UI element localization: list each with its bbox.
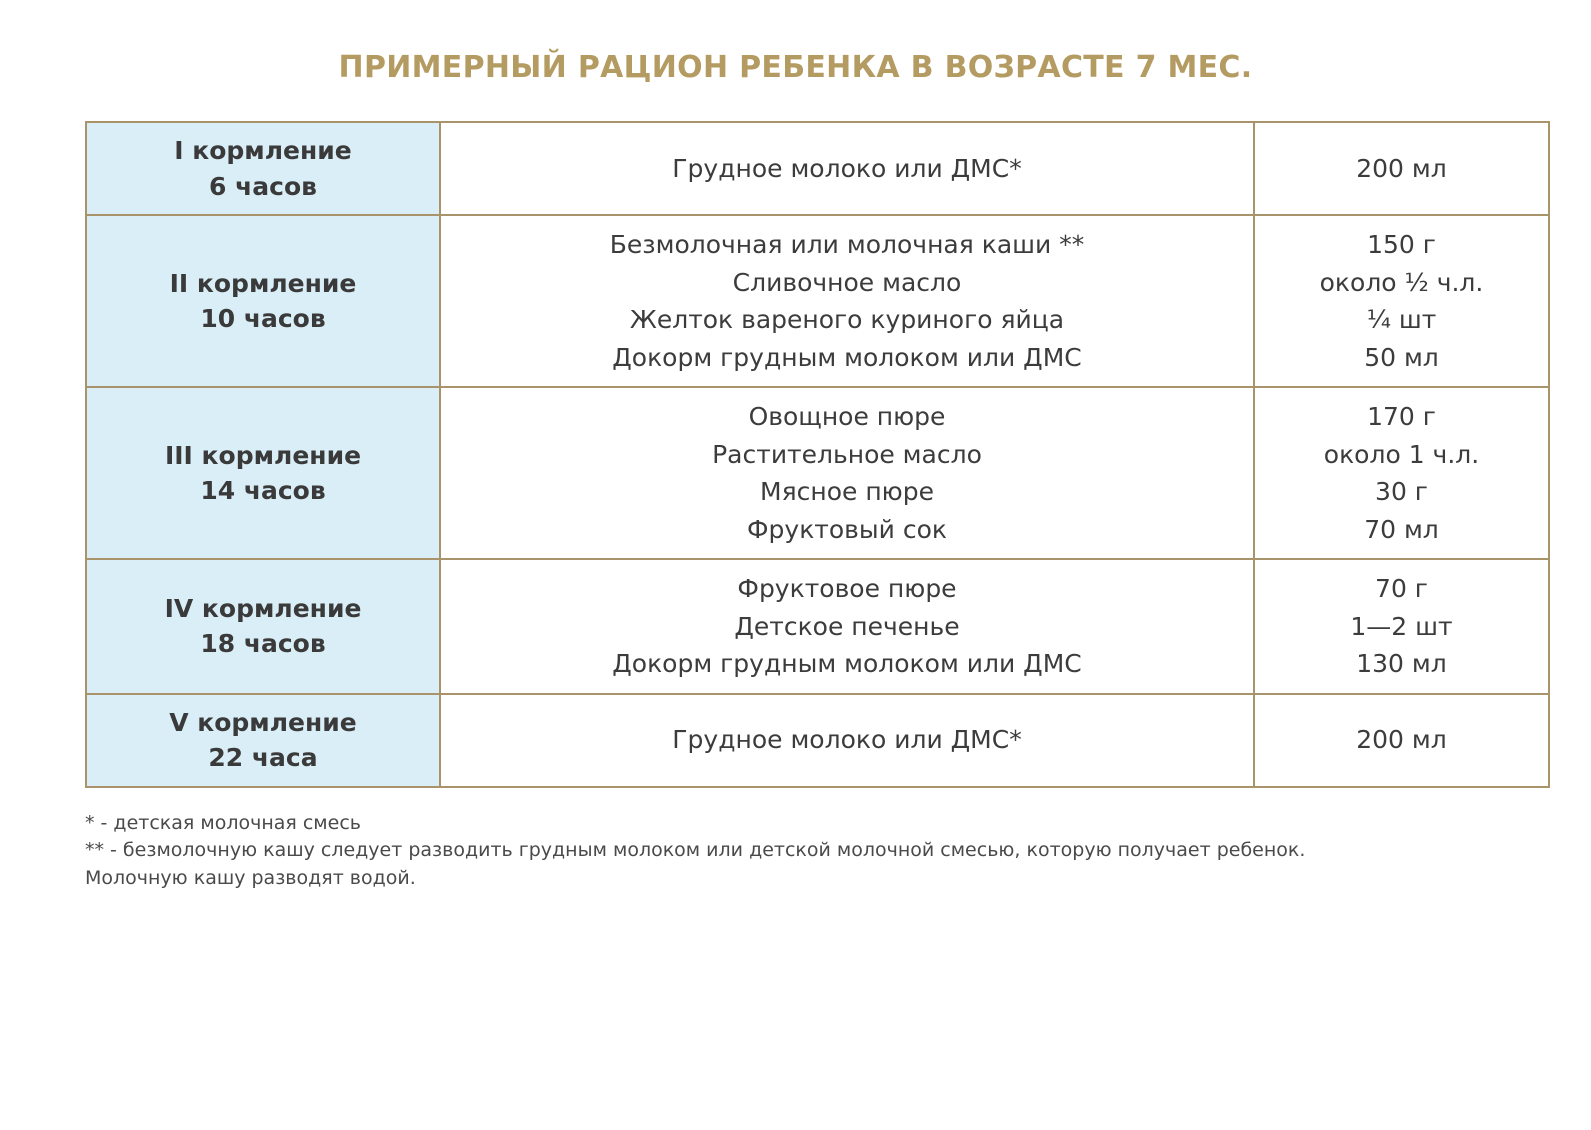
amount-line: 50 мл [1364,342,1439,372]
items-cell [440,215,1254,387]
table-row [86,694,1549,787]
page-title: ПРИМЕРНЫЙ РАЦИОН РЕБЕНКА В ВОЗРАСТЕ 7 МЕС. [338,50,1253,85]
feeding-time: 10 часов [200,304,326,333]
feeding-name: V кормление [169,707,357,737]
item-line: Детское печенье [734,611,960,641]
feeding-time: 6 часов [209,171,317,201]
footnote-line: * - детская молочная смесь [85,811,361,834]
ration-table [85,121,1550,788]
item-line: Мясное пюре [760,477,934,506]
feeding-time: 18 часов [200,629,326,659]
amount-line: 170 г [1367,402,1436,431]
feeding-cell [86,694,440,787]
item-line: Растительное масло [712,439,982,469]
item-line: Докорм грудным молоком или ДМС [612,342,1082,372]
amount-line: около 1 ч.л. [1323,439,1480,469]
amount-line: 70 мл [1364,514,1439,544]
amounts-cell [1254,122,1549,215]
table-row [86,122,1549,215]
table-row [86,215,1549,387]
items-cell [440,122,1254,215]
amounts-cell [1254,559,1549,694]
feeding-name: III кормление [164,440,362,470]
amount-line: 150 г [1367,230,1436,259]
amount-line: 200 мл [1356,725,1447,755]
ration-table-wrapper [85,121,1506,788]
footnote-line: Молочную кашу разводят водой. [85,866,416,889]
amount-line: около ½ ч.л. [1319,267,1484,297]
amount-line: 1—2 шт [1350,611,1453,641]
feeding-time: 14 часов [200,476,326,505]
table-row [86,559,1549,694]
amounts-cell [1254,387,1549,559]
feeding-name: II кормление [169,268,357,298]
items-cell [440,387,1254,559]
amount-line: 200 мл [1356,153,1447,183]
amount-line: 70 г [1375,574,1428,603]
items-cell [440,694,1254,787]
feeding-cell [86,387,440,559]
document-page [0,50,1591,1130]
amounts-cell [1254,694,1549,787]
feeding-name: IV кормление [164,593,362,623]
items-cell [440,559,1254,694]
amount-line: ¼ шт [1366,305,1437,334]
item-line: Овощное пюре [748,402,946,431]
feeding-cell [86,215,440,387]
amount-line: 130 мл [1356,649,1447,678]
item-line: Фруктовый сок [747,514,947,544]
feeding-cell [86,122,440,215]
item-line: Желток вареного куриного яйца [629,305,1065,334]
footnotes [85,810,1506,893]
item-line: Докорм грудным молоком или ДМС [612,649,1082,678]
footnote-line: ** - безмолочную кашу следует разводить грудным молоком или детской молочной смесью, которую получает ребенок. [85,839,1306,862]
item-line: Безмолочная или молочная каши ** [609,230,1085,259]
feeding-time: 22 часа [208,743,318,772]
item-line: Грудное молоко или ДМС* [672,153,1022,183]
table-row [86,387,1549,559]
feeding-cell [86,559,440,694]
amount-line: 30 г [1375,477,1428,506]
item-line: Фруктовое пюре [737,574,957,603]
feeding-name: I кормление [174,136,352,165]
item-line: Сливочное масло [732,267,962,297]
item-line: Грудное молоко или ДМС* [672,725,1022,755]
amounts-cell [1254,215,1549,387]
